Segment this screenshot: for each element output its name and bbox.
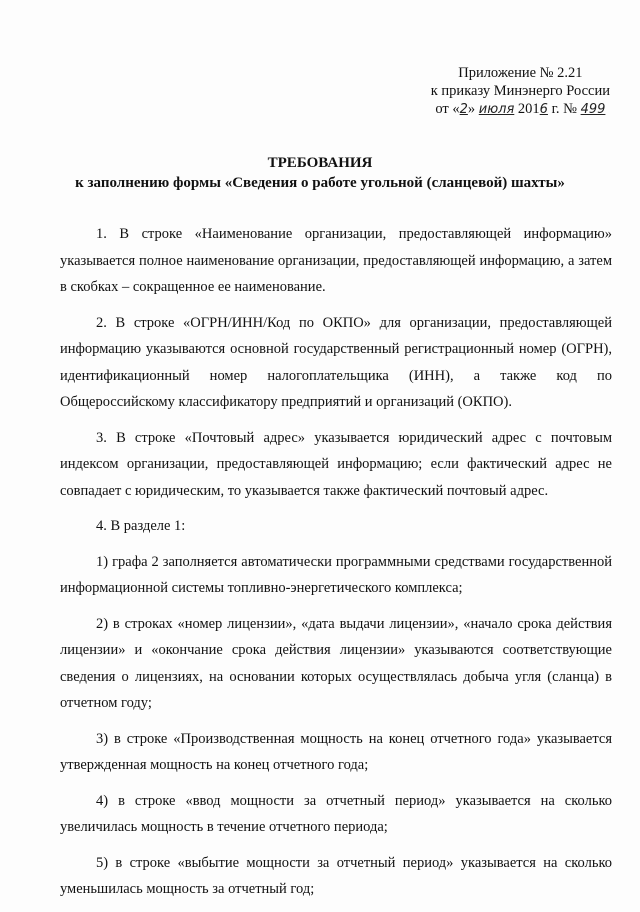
paragraph: 1. В строке «Наименование организации, предоставляющей информацию» указывается полное наименование организации, предоставляющей информацию, а затем в скобках – сокращенное ее наименование. bbox=[60, 226, 612, 295]
handwritten-order-number: 499 bbox=[580, 102, 606, 117]
date-mid: » bbox=[467, 101, 479, 117]
paragraph: 3) в строке «Производственная мощность на конец отчетного года» указывается утвержденная мощность на конец отчетного года; bbox=[60, 730, 612, 773]
title-main: ТРЕБОВАНИЯ bbox=[267, 155, 373, 171]
date-number-prefix: г. № bbox=[547, 101, 581, 117]
paragraph: 1) графа 2 заполняется автоматически программными средствами государственной информационной системы топливно-энергетического комплекса; bbox=[60, 553, 612, 596]
date-prefix: от « bbox=[435, 101, 460, 117]
date-year-prefix: 201 bbox=[514, 101, 540, 117]
paragraph: 3. В строке «Почтовый адрес» указывается юридический адрес с почтовым индексом организации, предоставляющей информацию; если фактический адрес не совпадает с юридическим, то указывается также фактический почтовый адрес. bbox=[60, 429, 612, 499]
order-reference: к приказу Минэнерго России bbox=[430, 83, 610, 99]
handwritten-year-digit: 6 bbox=[539, 102, 548, 117]
appendix-header bbox=[431, 64, 610, 119]
title-sub: к заполнению формы «Сведения о работе угольной (сланцевой) шахты» bbox=[75, 175, 565, 191]
paragraph: 2) в строках «номер лицензии», «дата выдачи лицензии», «начало срока действия лицензии» и «окончание срока действия лицензии» указываются соответствующие сведения о лицензиях, на основании которых осуществлялась добыча угля (сланца) в отчетном году; bbox=[60, 615, 612, 711]
paragraph: 4) в строке «ввод мощности за отчетный период» указывается на сколько увеличилась мощность в течение отчетного периода; bbox=[60, 792, 612, 835]
order-date-line bbox=[431, 100, 610, 119]
handwritten-month: июля bbox=[478, 102, 515, 117]
document-title bbox=[0, 153, 640, 193]
handwritten-day: 2 bbox=[459, 102, 468, 117]
appendix-number: Приложение № 2.21 bbox=[458, 65, 583, 81]
paragraph: 5) в строке «выбытие мощности за отчетный период» указывается на сколько уменьшилась мощность за отчетный год; bbox=[60, 854, 612, 897]
paragraph: 4. В разделе 1: bbox=[96, 518, 186, 534]
paragraph: 2. В строке «ОГРН/ИНН/Код по ОКПО» для организации, предоставляющей информацию указываются основной государственный регистрационный номер (ОГРН), идентификационный номер налогоплательщика (ИНН), а также код по Общероссийскому классификатору предприятий и организаций (ОКПО). bbox=[60, 314, 612, 410]
document-body bbox=[60, 221, 612, 912]
